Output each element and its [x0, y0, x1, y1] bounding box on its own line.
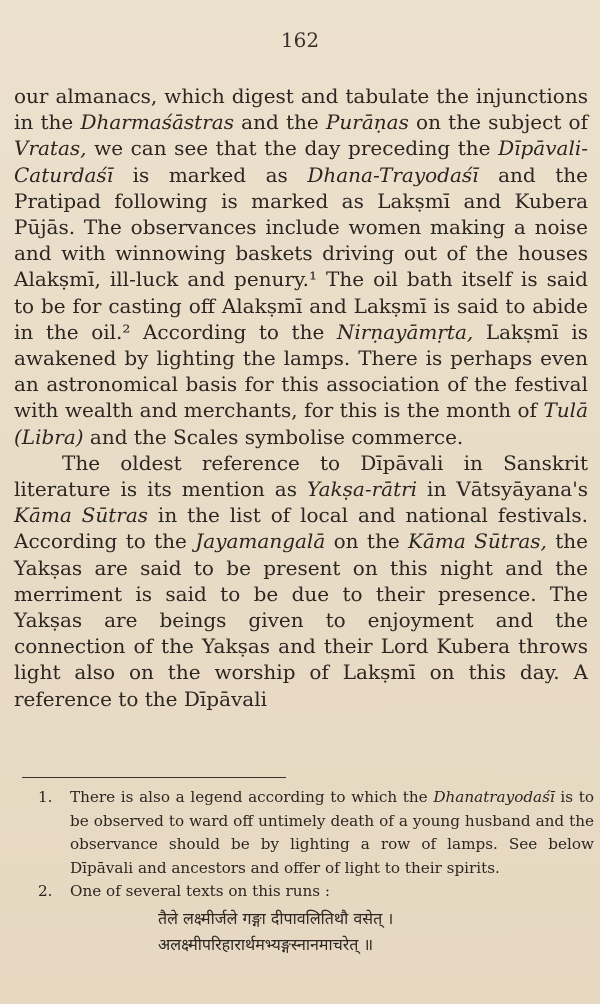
text-run: One of several texts on this runs :: [70, 882, 331, 900]
italic-term: Nirṇayāmṛta,: [336, 319, 474, 344]
text-run: we can see that the day preceding the: [86, 136, 499, 161]
text-run: on the subject of: [408, 110, 588, 135]
footnote-rule: [22, 777, 286, 778]
footnote-number: 1.: [38, 788, 53, 806]
italic-term: Kāma Sūtras: [14, 503, 149, 528]
paragraph: [14, 450, 588, 712]
text-run: is to be observed to ward off untimely death of a young husband and the observance should be by lighting a row of lamps. See below Dīpāvali and ancestors and offer of light to their spirits.: [70, 788, 594, 877]
text-run: in Vātsyāyana's: [417, 477, 588, 502]
italic-term: Jayamangalā: [195, 529, 326, 554]
italic-term: Vratas,: [14, 136, 87, 161]
footnote: [38, 880, 594, 958]
text-run: on the: [325, 529, 409, 554]
text-run: There is also a legend according to which the: [70, 788, 434, 806]
text-run: the Yakṣas are said to be present on this night and the merriment is said to be due to their presence. The Yakṣas are beings given to enjoyment and the connection of the Yakṣas and their Lord Kubera throws light also on the worship of Lakṣmī on this day. A reference to the Dīpāvali: [14, 529, 588, 711]
text-run: Lakṣmī is awakened by lighting the lamps. There is perhaps even an astronomical basis for this association of the festival with wealth and merchants, for this is the month of: [14, 319, 589, 423]
verse-line: तैले लक्ष्मीर्जले गङ्गा दीपावलितिथौ वसेत् ।: [158, 908, 394, 928]
paragraph: [14, 83, 588, 450]
text-run: and the Scales symbolise commerce.: [83, 424, 464, 449]
text-run: and the: [233, 110, 326, 135]
italic-term: Dhanatrayodaśī: [433, 788, 555, 806]
italic-term: Dharmaśāstras: [80, 110, 234, 135]
text-run: in the list of local and national festivals. According to the: [14, 503, 589, 554]
text-run: our almanacs, which digest and tabulate the injunctions in the: [14, 84, 588, 135]
footnote-text: [70, 788, 594, 877]
body-text: [14, 83, 588, 712]
footnotes: [38, 786, 594, 958]
italic-term: Dhana-Trayodaśī: [307, 162, 479, 187]
italic-term: (Libra): [14, 424, 84, 449]
footnote: [38, 786, 594, 880]
page-number: 162: [280, 28, 320, 52]
italic-term: Yakṣa-rātri: [306, 477, 418, 502]
italic-term: Kāma Sūtras,: [408, 529, 547, 554]
text-run: is marked as: [113, 162, 308, 187]
italic-term: Dīpāvali-Caturdaśī: [14, 136, 588, 187]
verse-line: अलक्ष्मीपरिहारार्थमभ्यङ्गस्नानमाचरेत् ॥: [158, 934, 374, 954]
text-run: and the Pratipad following is marked as Lakṣmī and Kubera Pūjās. The observances include women making a noise and with winnowing baskets driving out of the houses Alakṣmī, ill-luck and penury.¹ The oil bath itself is said to be for casting off Alakṣmī and Lakṣmī is said to abide in the oil.² According to the: [14, 162, 589, 344]
italic-term: Purāṇas: [325, 110, 409, 135]
footnote-number: 2.: [38, 882, 53, 900]
footnote-text: [70, 882, 330, 900]
italic-term: Tulā: [543, 398, 588, 423]
sanskrit-verse: [70, 906, 594, 958]
text-run: The oldest reference to Dīpāvali in Sanskrit literature is its mention as: [14, 450, 588, 502]
